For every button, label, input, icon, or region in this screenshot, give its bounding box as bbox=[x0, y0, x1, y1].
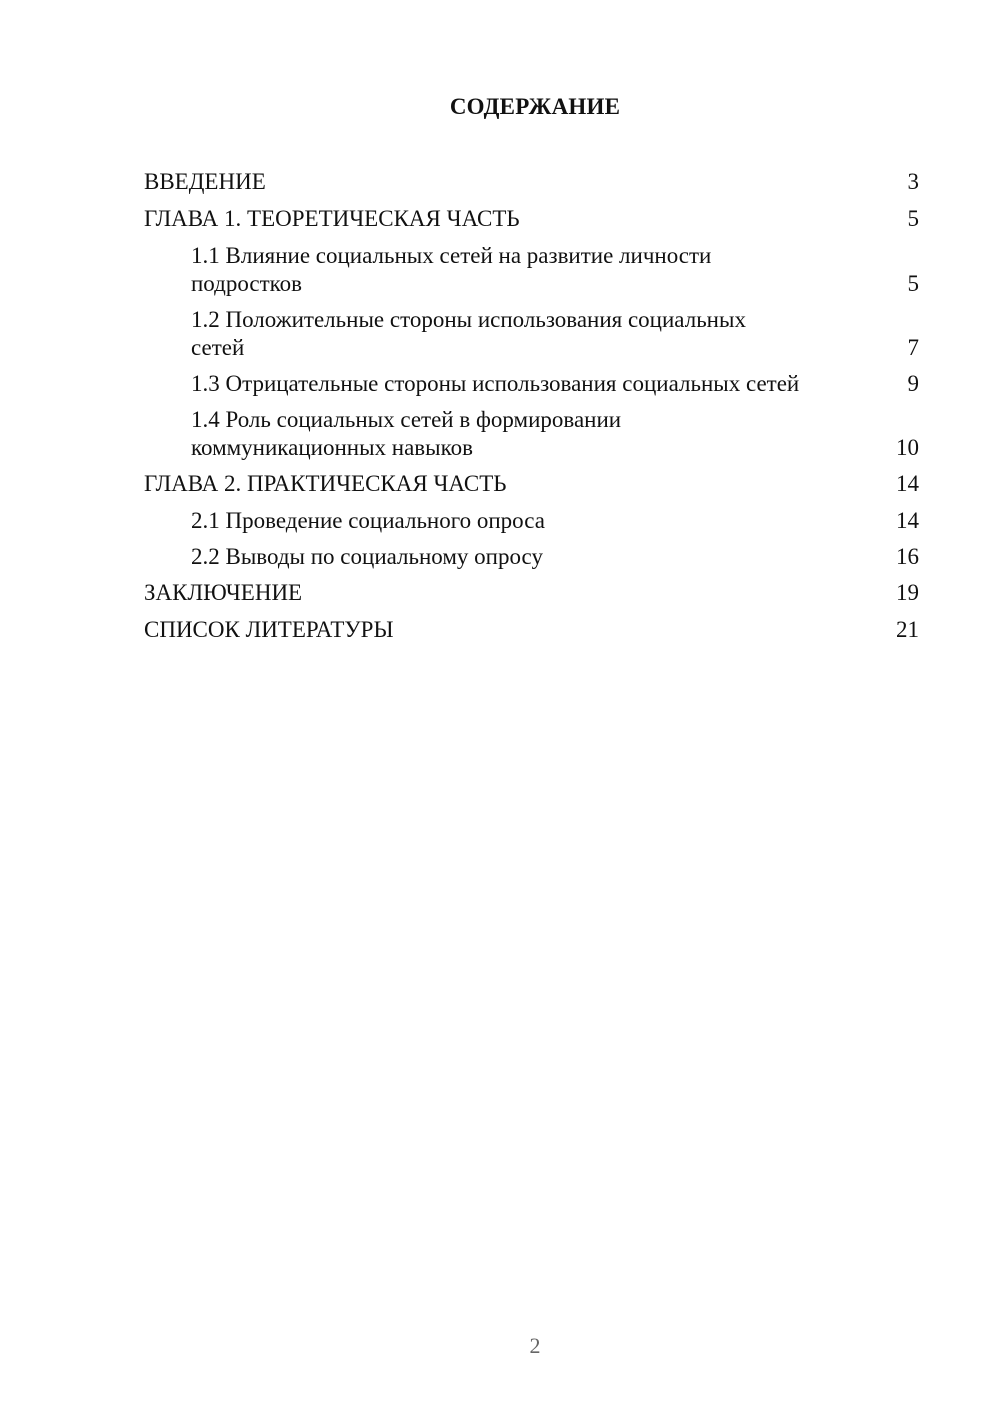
toc-entry-label: 2.2 Выводы по социальному опросу bbox=[191, 544, 543, 569]
table-of-contents bbox=[144, 168, 919, 653]
toc-entry-page: 5 bbox=[907, 206, 919, 231]
toc-entry-section-1-1 bbox=[144, 242, 919, 298]
page-number: 2 bbox=[529, 1333, 541, 1358]
toc-entry-label: ГЛАВА 2. ПРАКТИЧЕСКАЯ ЧАСТЬ bbox=[144, 471, 507, 496]
toc-entry-chapter-2 bbox=[144, 470, 919, 498]
toc-entry-page: 5 bbox=[907, 271, 919, 296]
toc-entry-section-1-3 bbox=[144, 370, 919, 398]
toc-entry-page: 19 bbox=[896, 580, 919, 605]
toc-entry-label: 1.2 Положительные стороны использования социальных сетей bbox=[191, 307, 746, 360]
toc-entry-page: 9 bbox=[907, 371, 919, 396]
toc-entry-page: 21 bbox=[896, 617, 919, 642]
toc-entry-section-2-1 bbox=[144, 507, 919, 535]
toc-entry-label: 1.4 Роль социальных сетей в формировании коммуникационных навыков bbox=[191, 407, 622, 460]
toc-entry-label: 1.3 Отрицательные стороны использования социальных сетей bbox=[191, 371, 800, 396]
toc-title: СОДЕРЖАНИЕ bbox=[449, 94, 621, 119]
toc-entry-page: 14 bbox=[896, 508, 919, 533]
toc-entry-page: 3 bbox=[907, 169, 919, 194]
toc-entry-chapter-1 bbox=[144, 205, 919, 233]
toc-entry-page: 16 bbox=[896, 544, 919, 569]
toc-entry-introduction bbox=[144, 168, 919, 196]
toc-entry-section-1-2 bbox=[144, 306, 919, 362]
toc-entry-section-1-4 bbox=[144, 406, 919, 462]
toc-entry-label: 2.1 Проведение социального опроса bbox=[191, 508, 545, 533]
toc-entry-bibliography bbox=[144, 616, 919, 644]
toc-entry-label: ВВЕДЕНИЕ bbox=[144, 169, 266, 194]
toc-entry-label: СПИСОК ЛИТЕРАТУРЫ bbox=[144, 617, 394, 642]
toc-entry-section-2-2 bbox=[144, 543, 919, 571]
toc-entry-page: 7 bbox=[907, 335, 919, 360]
toc-entry-page: 14 bbox=[896, 471, 919, 496]
toc-entry-label: 1.1 Влияние социальных сетей на развитие личности подростков bbox=[191, 243, 712, 296]
toc-entry-label: ЗАКЛЮЧЕНИЕ bbox=[144, 580, 303, 605]
toc-entry-page: 10 bbox=[896, 435, 919, 460]
toc-entry-label: ГЛАВА 1. ТЕОРЕТИЧЕСКАЯ ЧАСТЬ bbox=[144, 206, 520, 231]
toc-entry-conclusion bbox=[144, 579, 919, 607]
